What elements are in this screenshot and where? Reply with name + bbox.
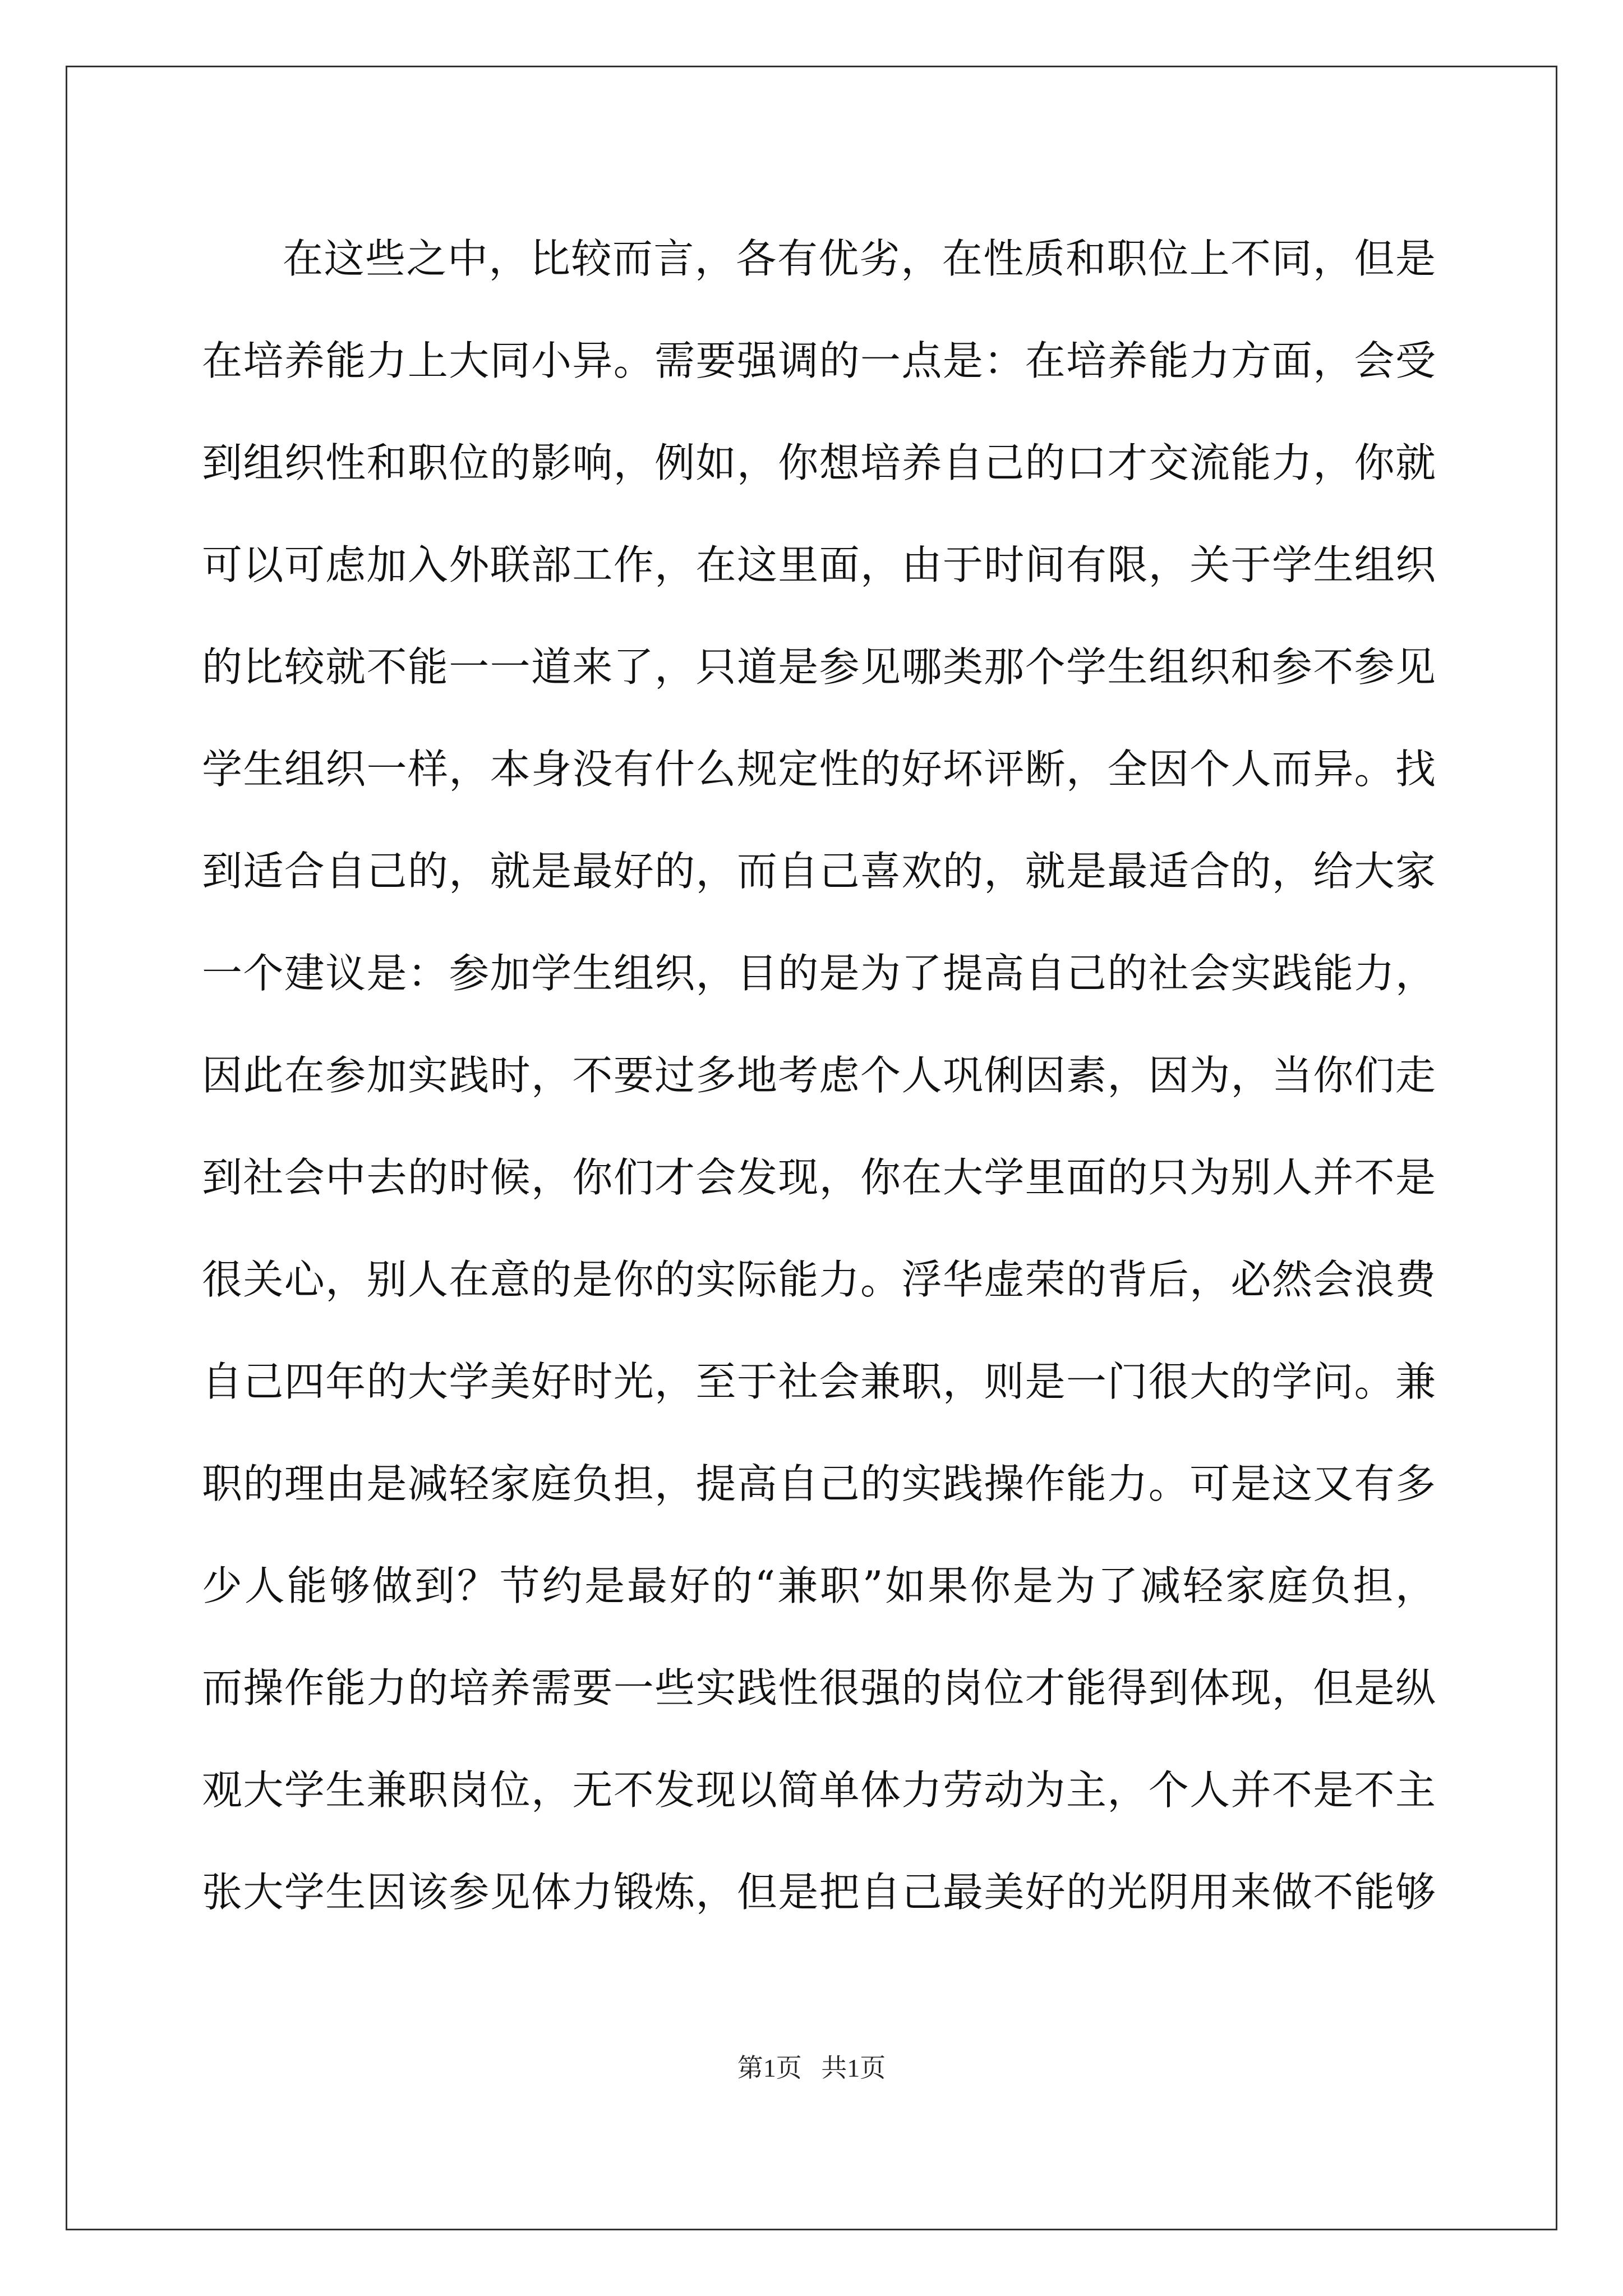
page-total: 共1页 — [821, 2054, 886, 2082]
page-number: 第1页 — [737, 2054, 802, 2082]
text-line: 在这些之中，比较而言，各有优劣，在性质和职位上不同，但是 — [283, 235, 1436, 282]
text-line: 的比较就不能一一道来了，只道是参见哪类那个学生组织和参不参见 — [202, 643, 1436, 691]
text-line: 自己四年的大学美好时光，至于社会兼职，则是一门很大的学问。兼 — [202, 1358, 1436, 1405]
text-line: 少人能够做到？节约是最好的“兼职”如果你是为了减轻家庭负担， — [202, 1562, 1436, 1609]
text-line: 可以可虑加入外联部工作，在这里面，由于时间有限，关于学生组织 — [202, 541, 1436, 588]
text-line: 因此在参加实践时，不要过多地考虑个人巩俐因素，因为，当你们走 — [202, 1052, 1436, 1099]
text-line: 到社会中去的时候，你们才会发现，你在大学里面的只为别人并不是 — [202, 1154, 1436, 1201]
text-line: 张大学生因该参见体力锻炼，但是把自己最美好的光阴用来做不能够 — [202, 1869, 1436, 1916]
text-line: 到组织性和职位的影响，例如，你想培养自己的口才交流能力，你就 — [202, 439, 1436, 486]
text-line: 在培养能力上大同小异。需要强调的一点是：在培养能力方面，会受 — [202, 337, 1436, 384]
document-body — [202, 208, 1436, 1943]
text-line: 职的理由是减轻家庭负担，提高自己的实践操作能力。可是这又有多 — [202, 1460, 1436, 1507]
text-line: 观大学生兼职岗位，无不发现以简单体力劳动为主，个人并不是不主 — [202, 1766, 1436, 1814]
page-footer — [0, 2047, 1623, 2085]
text-line: 而操作能力的培养需要一些实践性很强的岗位才能得到体现，但是纵 — [202, 1664, 1436, 1711]
text-line: 一个建议是：参加学生组织，目的是为了提高自己的社会实践能力， — [202, 950, 1436, 997]
text-line: 很关心，别人在意的是你的实际能力。浮华虚荣的背后，必然会浪费 — [202, 1256, 1436, 1303]
text-line: 到适合自己的，就是最好的，而自己喜欢的，就是最适合的，给大家 — [202, 848, 1436, 895]
text-line: 学生组织一样，本身没有什么规定性的好坏评断，全因个人而异。找 — [202, 746, 1436, 793]
